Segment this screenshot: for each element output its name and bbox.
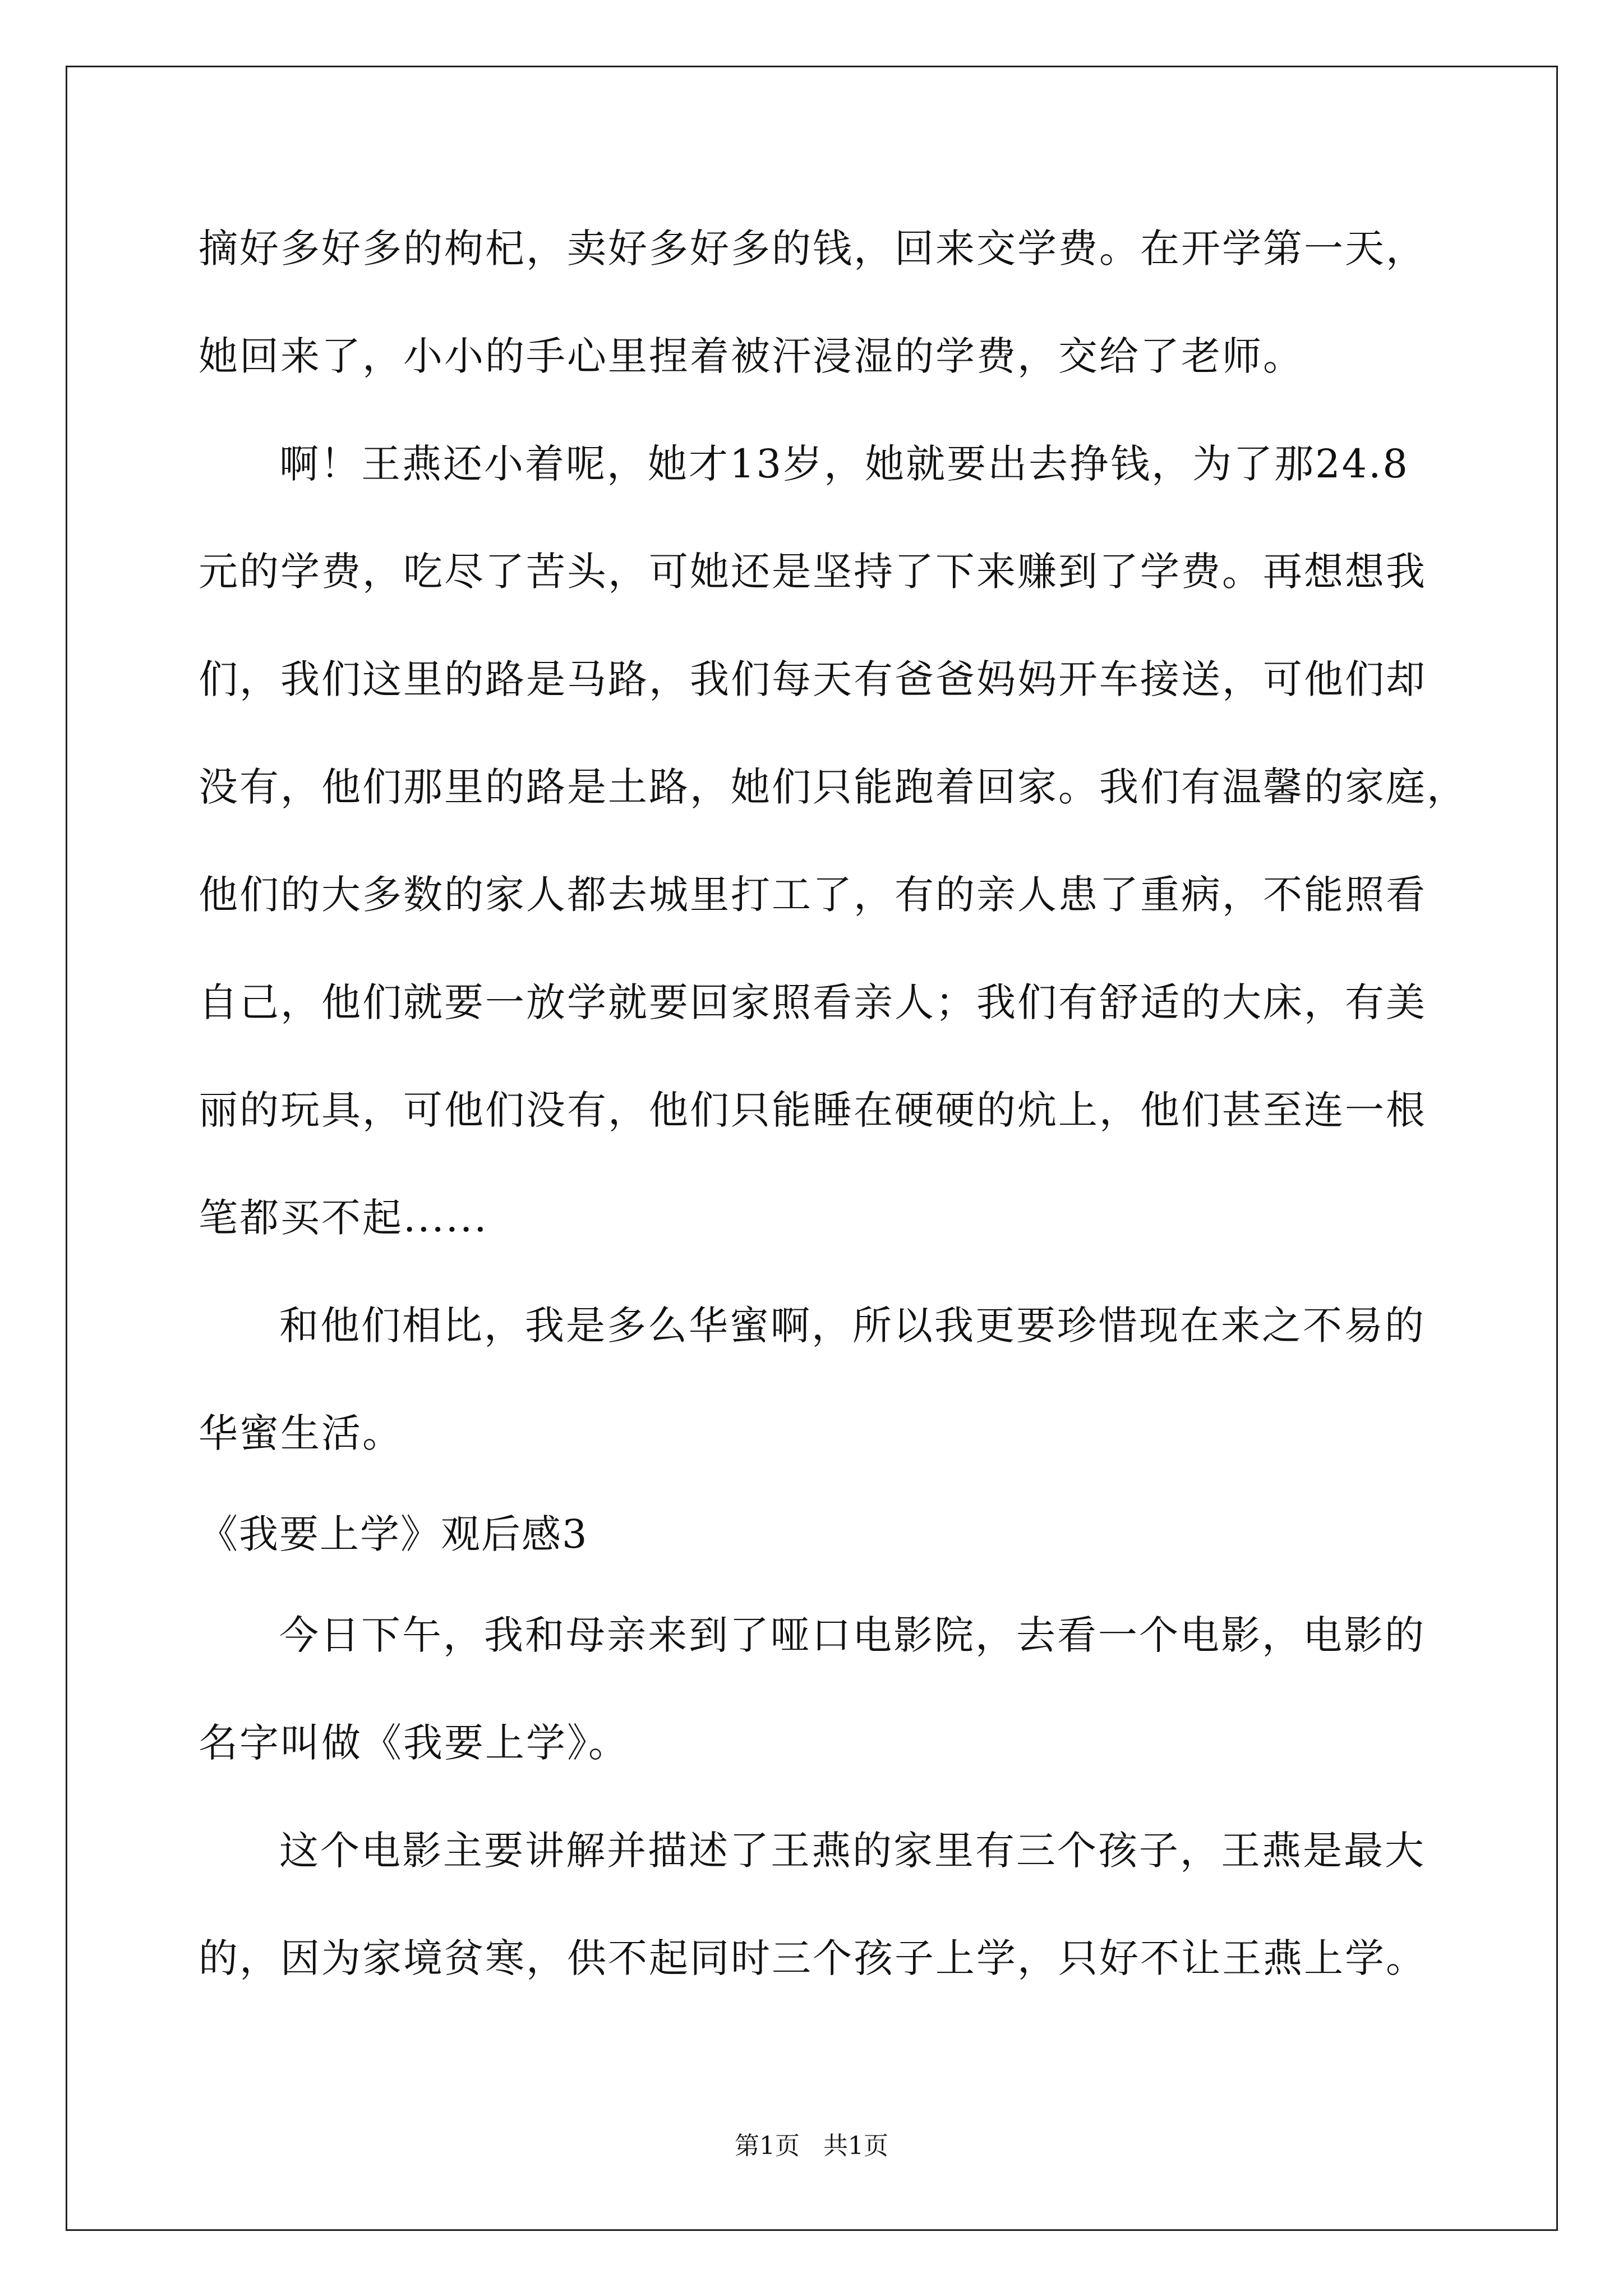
paragraph-line: 啊！王燕还小着呢，她才13岁，她就要出去挣钱，为了那24.8	[279, 441, 1409, 487]
paragraph-line: 这个电影主要讲解并描述了王燕的家里有三个孩子，王燕是最大	[279, 1828, 1426, 1874]
paragraph-line: 今日下午，我和母亲来到了哑口电影院，去看一个电影，电影的	[279, 1612, 1426, 1658]
paragraph-line: 没有，他们那里的路是土路，她们只能跑着回家。我们有温馨的家庭，	[199, 764, 1468, 810]
paragraph-line: 元的学费，吃尽了苦头，可她还是坚持了下来赚到了学费。再想想我	[199, 549, 1427, 595]
page-border	[66, 66, 1558, 2231]
paragraph-line: 们，我们这里的路是马路，我们每天有爸爸妈妈开车接送，可他们却	[199, 656, 1427, 702]
paragraph-line: 笔都买不起......	[199, 1195, 488, 1241]
paragraph-line: 和他们相比，我是多么华蜜啊，所以我更要珍惜现在来之不易的	[279, 1303, 1426, 1349]
paragraph-line: 她回来了，小小的手心里捏着被汗浸湿的学费，交给了老师。	[199, 333, 1304, 379]
paragraph-line: 的，因为家境贫寒，供不起同时三个孩子上学，只好不让王燕上学。	[199, 1935, 1427, 1981]
paragraph-line: 名字叫做《我要上学》。	[199, 1720, 629, 1766]
section-heading: 《我要上学》观后感3	[199, 1511, 588, 1557]
paragraph-line: 华蜜生活。	[199, 1410, 403, 1456]
paragraph-line: 丽的玩具，可他们没有，他们只能睡在硬硬的炕上，他们甚至连一根	[199, 1087, 1427, 1133]
paragraph-line: 自己，他们就要一放学就要回家照看亲人；我们有舒适的大床，有美	[199, 979, 1427, 1025]
paragraph-line: 他们的大多数的家人都去城里打工了，有的亲人患了重病，不能照看	[199, 872, 1427, 918]
paragraph-line: 摘好多好多的枸杞，卖好多好多的钱，回来交学费。在开学第一天，	[199, 226, 1427, 272]
page-footer: 第1页 共1页	[735, 2132, 888, 2160]
